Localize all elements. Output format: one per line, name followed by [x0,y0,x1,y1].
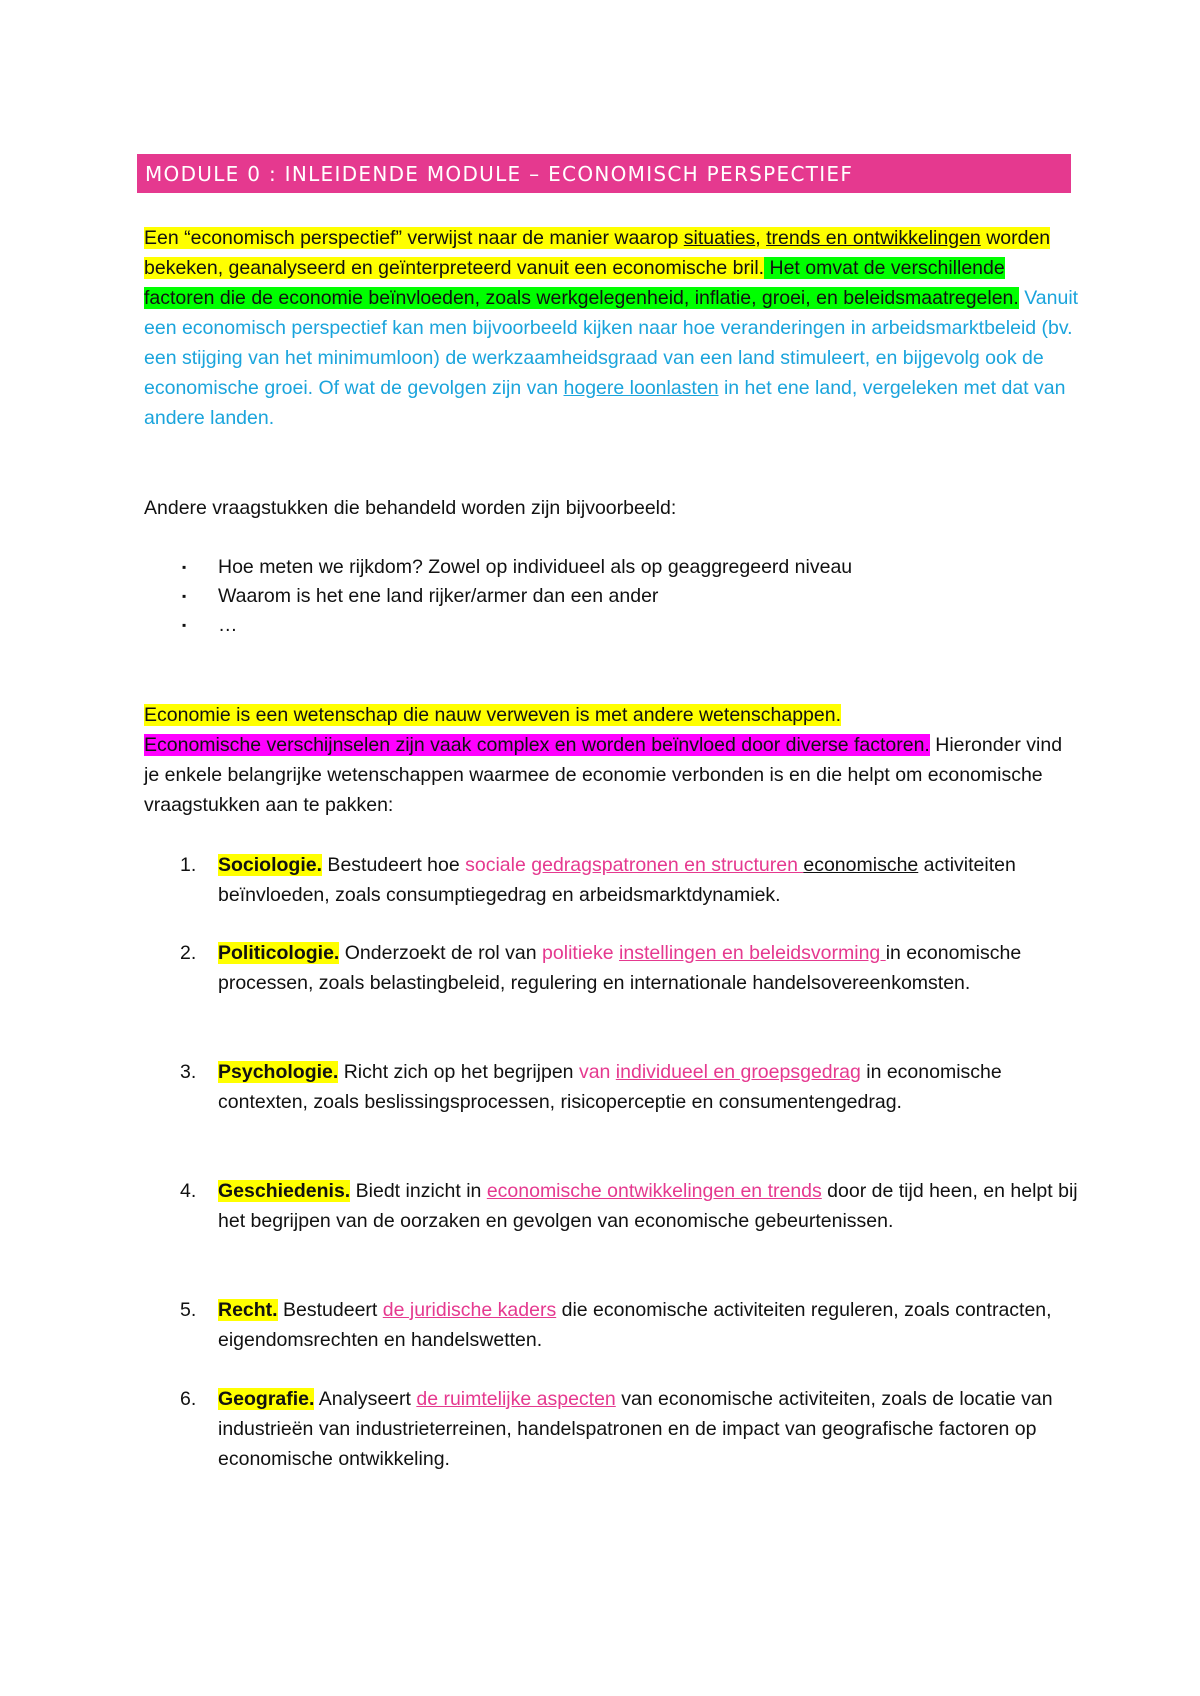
item-number: 6. [180,1388,197,1410]
science-term: Recht. [218,1299,278,1321]
term-trends: trends en ontwikkelingen [766,227,981,249]
questions-lead: Andere vraagstukken die behandeld worden zijn bijvoorbeeld: [144,497,677,519]
science-term: Geschiedenis. [218,1180,351,1202]
science-paragraph: Economie is een wetenschap die nauw verweven is met andere wetenschappen. Economische verschijnselen zijn vaak complex en worden beïnvloed door diverse factoren. Hieronder vind je enkele belangrijke wetenschappen waarmee de economie verbonden is en die helpt om economische vraagstukken aan te pakken: [144,704,1063,816]
bullet-icon: ▪ [182,560,187,574]
intro-text-green: Het omvat de verschillende factoren die de economie beïnvloeden, zoals werkgelegenheid, inflatie, groei, en beleidsmaatregelen. [144,257,1019,309]
science-item: 3. Psychologie. Richt zich op het begrijpen van individueel en groepsgedrag in economische contexten, zoals beslissingsprocessen, risicoperceptie en consumentengedrag. [180,1057,1080,1117]
list-item: ▪ Hoe meten we rijkdom? Zowel op individueel als op geaggregeerd niveau [144,553,852,582]
module-header-bar [137,154,1071,193]
science-line-magenta: Economische verschijnselen zijn vaak complex en worden beïnvloed door diverse factoren. [144,734,930,756]
science-item: 2. Politicologie. Onderzoekt de rol van politieke instellingen en beleidsvorming in economische processen, zoals belastingbeleid, regulering en internationale handelsovereenkomsten. [180,938,1080,998]
science-term: Geografie. [218,1388,315,1410]
list-item: ▪ Waarom is het ene land rijker/armer dan een ander [144,582,852,611]
science-item: 5. Recht. Bestudeert de juridische kaders die economische activiteiten reguleren, zoals contracten, eigendomsrechten en handelswetten. [180,1295,1080,1355]
item-number: 5. [180,1299,197,1321]
science-term: Psychologie. [218,1061,339,1083]
science-item: 6. Geografie. Analyseert de ruimtelijke aspecten van economische activiteiten, zoals de locatie van industrieën van industrieterreinen, handelspatronen en de impact van geografische factoren op economische ontwikkeling. [180,1384,1080,1474]
term-situaties: situaties [683,227,756,249]
science-line-yellow: Economie is een wetenschap die nauw verweven is met andere wetenschappen. [144,704,842,726]
intro-paragraph [144,223,1079,433]
science-item: 1. Sociologie. Bestudeert hoe sociale gedragspatronen en structuren economische activiteiten beïnvloeden, zoals consumptiegedrag en arbeidsmarktdynamiek. [180,850,1080,910]
list-item: ▪ … [144,611,852,640]
questions-list [144,553,852,640]
science-term: Sociologie. [218,854,323,876]
science-item: 4. Geschiedenis. Biedt inzicht in economische ontwikkelingen en trends door de tijd heen, en helpt bij het begrijpen van de oorzaken en gevolgen van economische gebeurtenissen. [180,1176,1080,1236]
term-loonlasten: hogere loonlasten [563,377,719,399]
intro-text-yellow: Een “economisch perspectief” verwijst naar de manier waarop situaties, trends en ontwikkelingen worden bekeken, geanalyseerd en geïnterpreteerd vanuit een economische bril. [144,227,1051,279]
item-number: 4. [180,1180,197,1202]
item-number: 2. [180,942,197,964]
science-term: Politicologie. [218,942,340,964]
item-number: 1. [180,854,197,876]
item-number: 3. [180,1061,197,1083]
module-title: MODULE 0 : INLEIDENDE MODULE – ECONOMISCH PERSPECTIEF [145,161,854,186]
bullet-icon: ▪ [182,618,187,632]
bullet-icon: ▪ [182,589,187,603]
intro-text-blue: Vanuit een economisch perspectief kan men bijvoorbeeld kijken naar hoe veranderingen in arbeidsmarktbeleid (bv. een stijging van het minimumloon) de werkzaamheidsgraad van een land stimuleert, en bijgevolg ook de economische groei. Of wat de gevolgen zijn van hogere loonlasten in het ene land, vergeleken met dat van andere landen. [144,287,1079,429]
